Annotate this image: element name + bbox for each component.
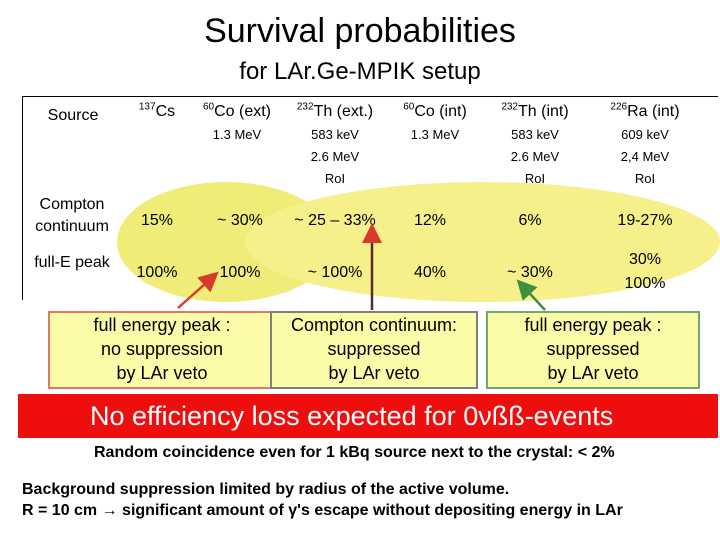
isotope-mass-number: 226 <box>610 101 628 113</box>
isotope-mass-number: 60 <box>202 101 215 113</box>
energy-info: 1.3 MeV <box>212 127 262 142</box>
energy-info: 1.3 MeV <box>410 127 460 142</box>
compton-value: 15% <box>140 212 174 229</box>
compton-value: ~ 30% <box>217 212 263 229</box>
fulle-value: ~ 30% <box>507 264 553 281</box>
callout-right: full energy peak : suppressed by LAr veto <box>486 311 700 389</box>
isotope-name: Th (int) <box>518 103 569 120</box>
energy-info: 609 keV 2,4 MeV RoI <box>620 127 670 186</box>
row-label-fulle: full-E peak <box>34 254 110 271</box>
page-title: Survival probabilities <box>204 12 516 50</box>
bottom-line-1: Background suppression limited by radius of the active volume. <box>22 481 510 498</box>
isotope-mass-number: 60 <box>403 101 415 113</box>
isotope-name: Ra (int) <box>627 103 680 120</box>
compton-value: 19-27% <box>617 212 673 229</box>
fulle-value: 40% <box>413 264 447 281</box>
isotope-mass-number: 137 <box>138 101 156 113</box>
coincidence-note: Random coincidence even for 1 kBq source next to the crystal: < 2% <box>94 444 615 461</box>
fulle-value: ~ 100% <box>307 264 363 281</box>
isotope-name: Co (int) <box>414 103 467 120</box>
isotope-name: Co (ext) <box>214 103 272 120</box>
row-label-source: Source <box>47 107 99 124</box>
fulle-value: 30% 100% <box>624 251 666 292</box>
bottom-line-2: R = 10 cm → significant amount of γ's escape without depositing energy in LAr <box>22 502 623 519</box>
compton-value: 12% <box>413 212 447 229</box>
isotope-mass-number: 232 <box>296 101 314 113</box>
arrow-right <box>520 283 545 310</box>
isotope-name: Cs <box>155 103 176 120</box>
isotope-mass-number: 232 <box>501 101 518 113</box>
conclusion-banner: No efficiency loss expected for 0νßß-events <box>18 394 718 438</box>
page-subtitle: for LAr.Ge-MPIK setup <box>239 58 481 85</box>
arrow-left <box>178 275 215 308</box>
fulle-value: 100% <box>219 264 261 281</box>
compton-value: ~ 25 – 33% <box>294 212 376 229</box>
fulle-value: 100% <box>136 264 178 281</box>
isotope-name: Th (ext.) <box>313 103 374 120</box>
energy-info: 583 keV 2.6 MeV RoI <box>510 127 560 186</box>
compton-value: 6% <box>518 212 542 229</box>
energy-info: 583 keV 2.6 MeV RoI <box>310 127 360 186</box>
row-label-compton: Compton continuum <box>35 196 109 235</box>
callout-middle: Compton continuum: suppressed by LAr veto <box>270 311 478 389</box>
callout-left: full energy peak : no suppression by LAr veto <box>48 311 276 389</box>
